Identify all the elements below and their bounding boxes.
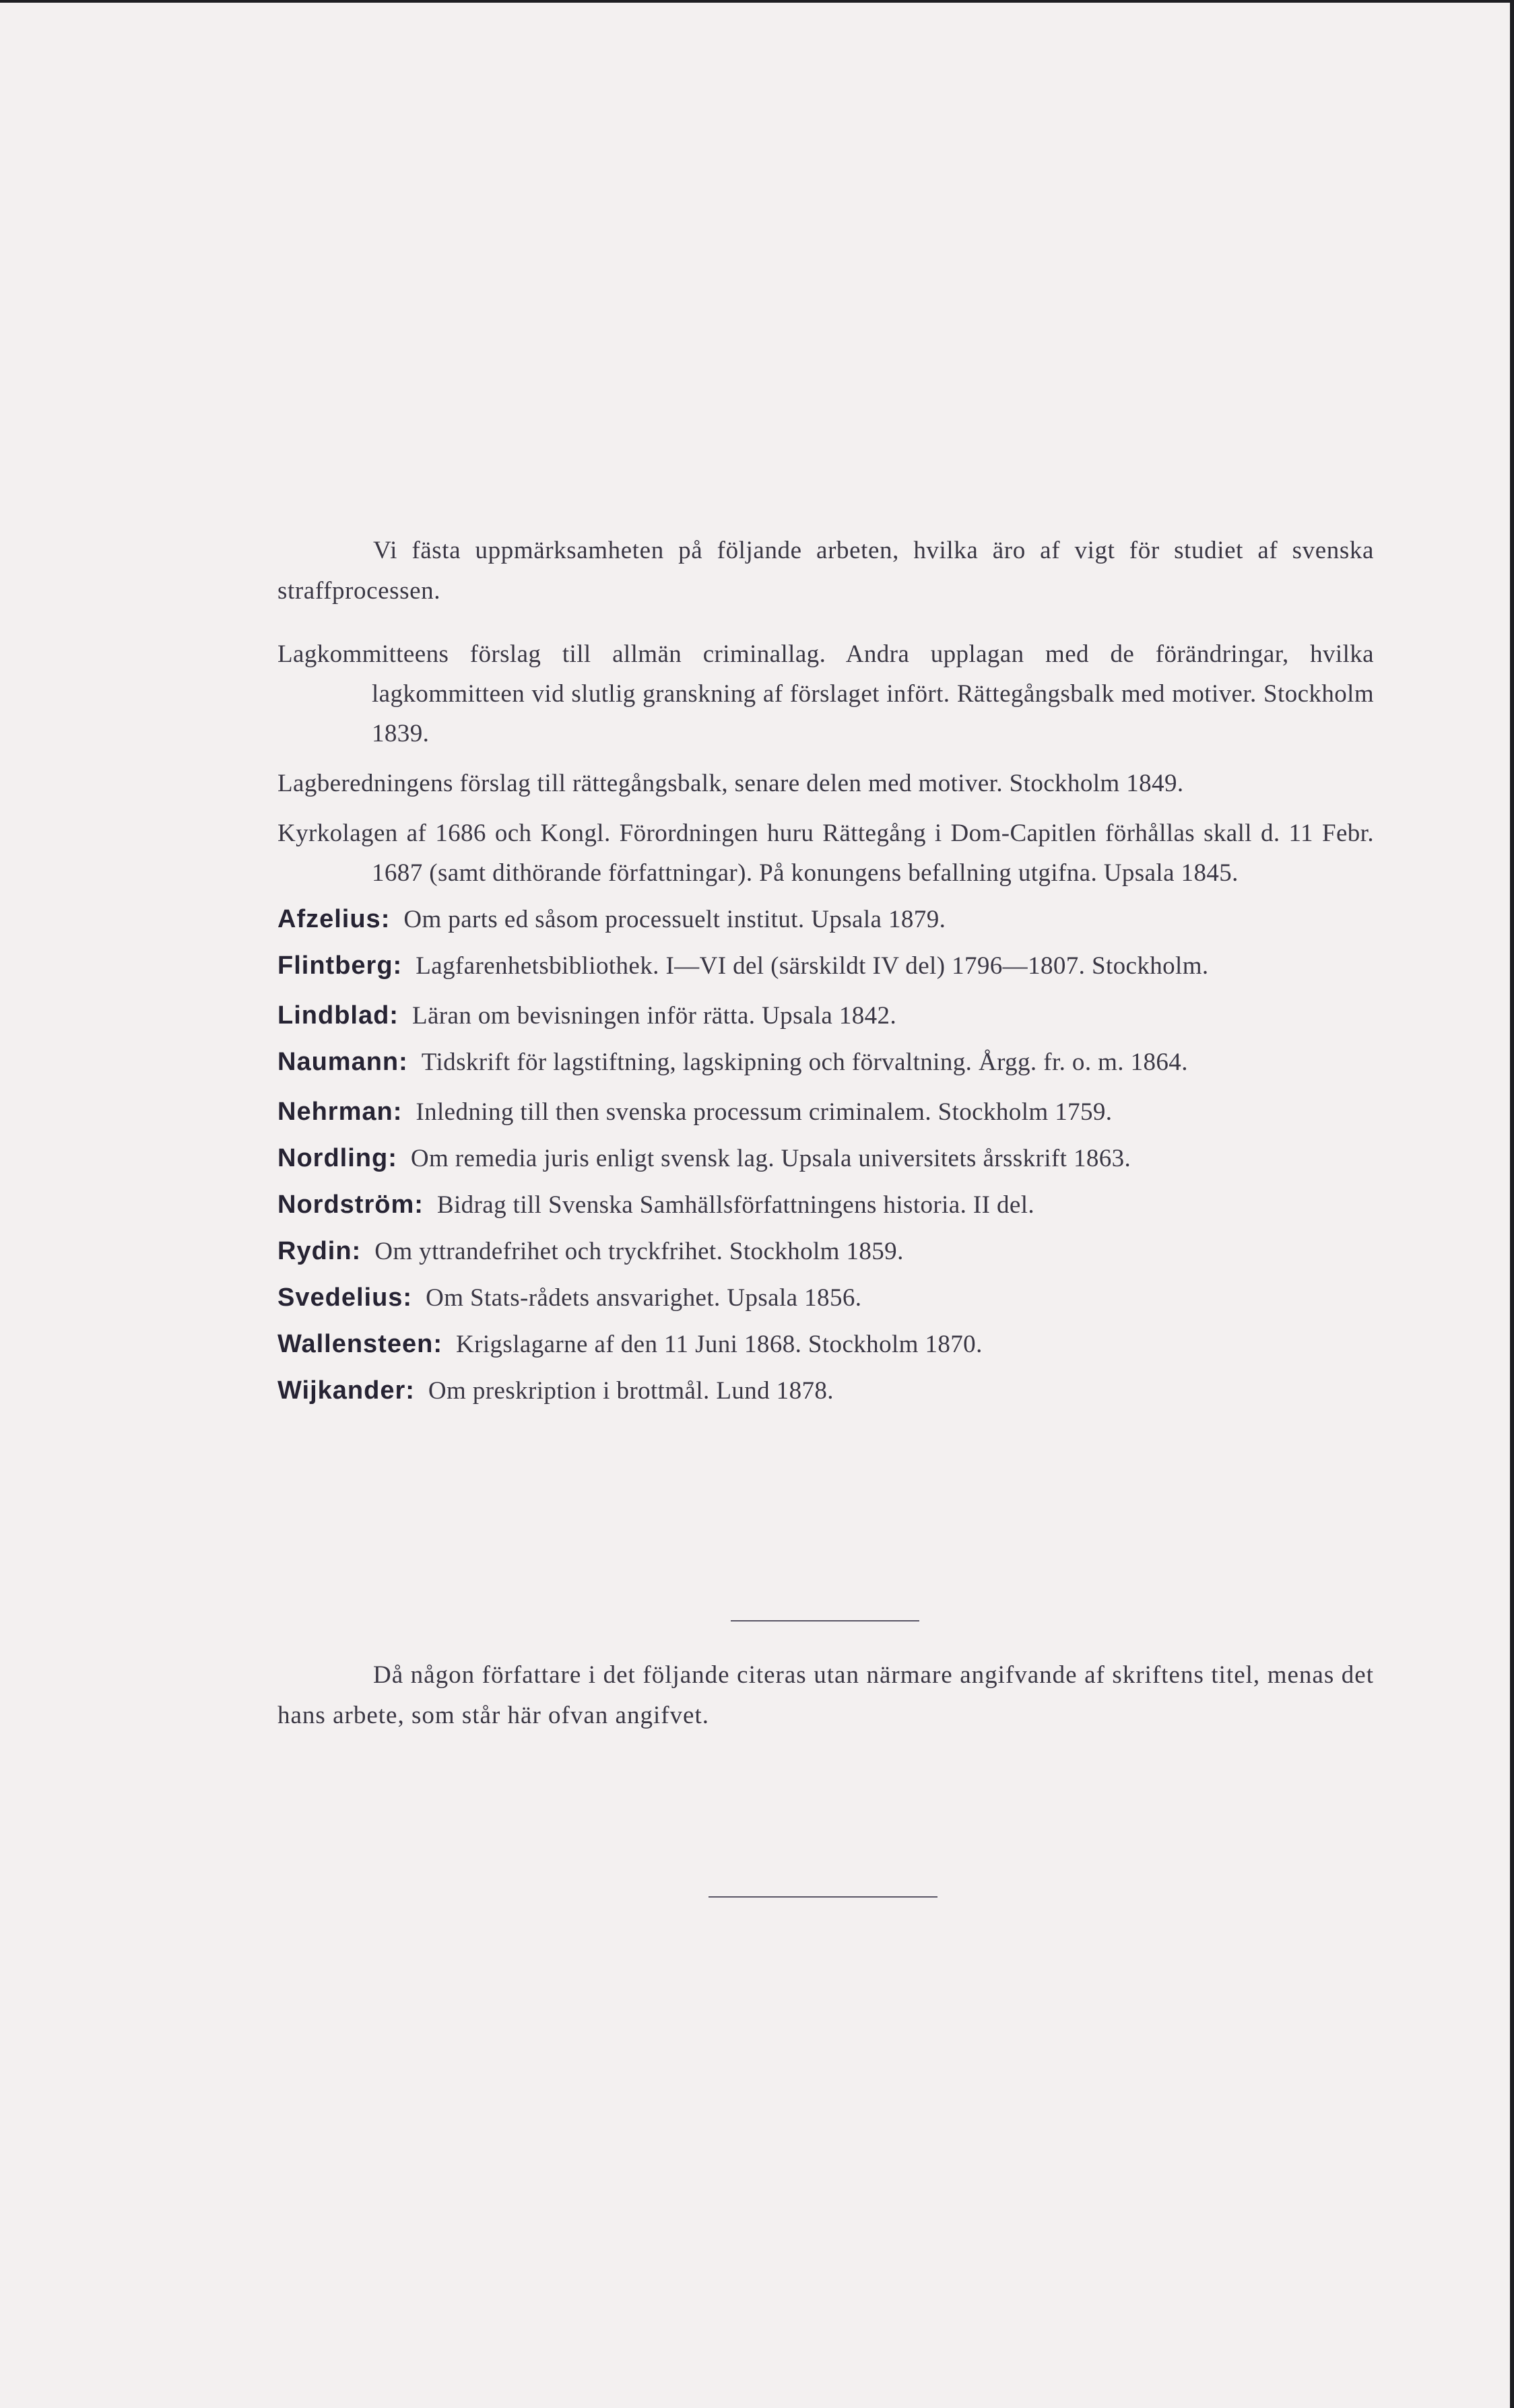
bib-entry-text: Lagfarenhetsbibliothek. I—VI del (särskildt IV del) 1796—1807. Stockholm. (416, 952, 1209, 980)
bib-entry-rydin (277, 1232, 1374, 1271)
bib-entry-text: Om yttrandefrihet och tryckfrihet. Stockholm 1859. (374, 1238, 904, 1265)
bib-entry-svedelius (277, 1278, 1374, 1318)
bib-entry-lindblad (277, 996, 1374, 1036)
bib-entry-kyrkolagen (277, 813, 1374, 893)
bib-entry-text: Kyrkolagen af 1686 och Kongl. Förordningen huru Rättegång i Dom-Capitlen förhållas skall d. 11 Febr. 1687 (samt dithörande författningar). På konungens befallning utgifna. Upsala 1845. (277, 820, 1374, 887)
bib-entry-lagberedningen (277, 764, 1374, 803)
bib-author: Afzelius: (277, 905, 391, 933)
bib-entry-text: Tidskrift för lagstiftning, lagskipning och förvaltning. Årgg. fr. o. m. 1864. (421, 1048, 1188, 1076)
bib-author: Nordling: (277, 1144, 397, 1172)
bib-entry-text: Inledning till then svenska processum criminalem. Stockholm 1759. (416, 1098, 1113, 1126)
bib-entry-text: Lagkommitteens förslag till allmän criminallag. Andra upplagan med de förändringar, hvilka lagkommitteen vid slutlig granskning af förslaget infört. Rättegångsbalk med motiver. Stockholm 1839. (277, 640, 1374, 747)
bib-author: Flintberg: (277, 951, 403, 980)
page-edge-top (0, 0, 1514, 3)
bib-entry-wallensteen (277, 1325, 1374, 1364)
bib-author: Nehrman: (277, 1098, 403, 1126)
bib-author: Svedelius: (277, 1283, 413, 1312)
bib-entry-text: Om parts ed såsom processuelt institut. Upsala 1879. (403, 906, 946, 933)
page-edge-right (1510, 0, 1514, 2408)
bib-entry-nehrman (277, 1092, 1374, 1132)
bib-entry-text: Krigslagarne af den 11 Juni 1868. Stockholm 1870. (455, 1331, 983, 1358)
bib-author: Wallensteen: (277, 1330, 442, 1358)
bib-entry-afzelius (277, 900, 1374, 939)
bib-author: Rydin: (277, 1237, 362, 1265)
bib-entry-text: Läran om bevisningen inför rätta. Upsala 1842. (412, 1002, 897, 1030)
bib-entry-text: Om remedia juris enligt svensk lag. Upsala universitets årsskrift 1863. (410, 1145, 1131, 1172)
bib-entry-text: Lagberedningens förslag till rättegångsbalk, senare delen med motiver. Stockholm 1849. (277, 770, 1184, 797)
end-rule (709, 1896, 937, 1898)
section-divider (731, 1620, 919, 1621)
bib-author: Lindblad: (277, 1001, 399, 1030)
bib-entry-flintberg (277, 946, 1374, 986)
bib-entry-wijkander (277, 1371, 1374, 1411)
bib-entry-nordling (277, 1139, 1374, 1178)
bib-entry-nordstrom (277, 1185, 1374, 1225)
bibliography-list (277, 634, 1374, 1417)
bib-author: Naumann: (277, 1048, 408, 1076)
bib-entry-lagkommitteen (277, 634, 1374, 754)
bib-entry-naumann (277, 1042, 1374, 1082)
intro-paragraph: Vi fästa uppmärksamheten på följande arbeten, hvilka äro af vigt för studiet af svenska straffprocessen. (277, 537, 1374, 605)
bib-entry-text: Bidrag till Svenska Samhällsförfattningens historia. II del. (436, 1191, 1035, 1219)
bib-entry-text: Om preskription i brottmål. Lund 1878. (428, 1377, 834, 1405)
bib-author: Wijkander: (277, 1376, 415, 1405)
closing-paragraph: Då någon författare i det följande citeras utan närmare angifvande af skriftens titel, menas det hans arbete, som står här ofvan angifvet. (277, 1661, 1374, 1729)
bib-author: Nordström: (277, 1191, 424, 1219)
bib-entry-text: Om Stats-rådets ansvarighet. Upsala 1856. (426, 1284, 862, 1312)
